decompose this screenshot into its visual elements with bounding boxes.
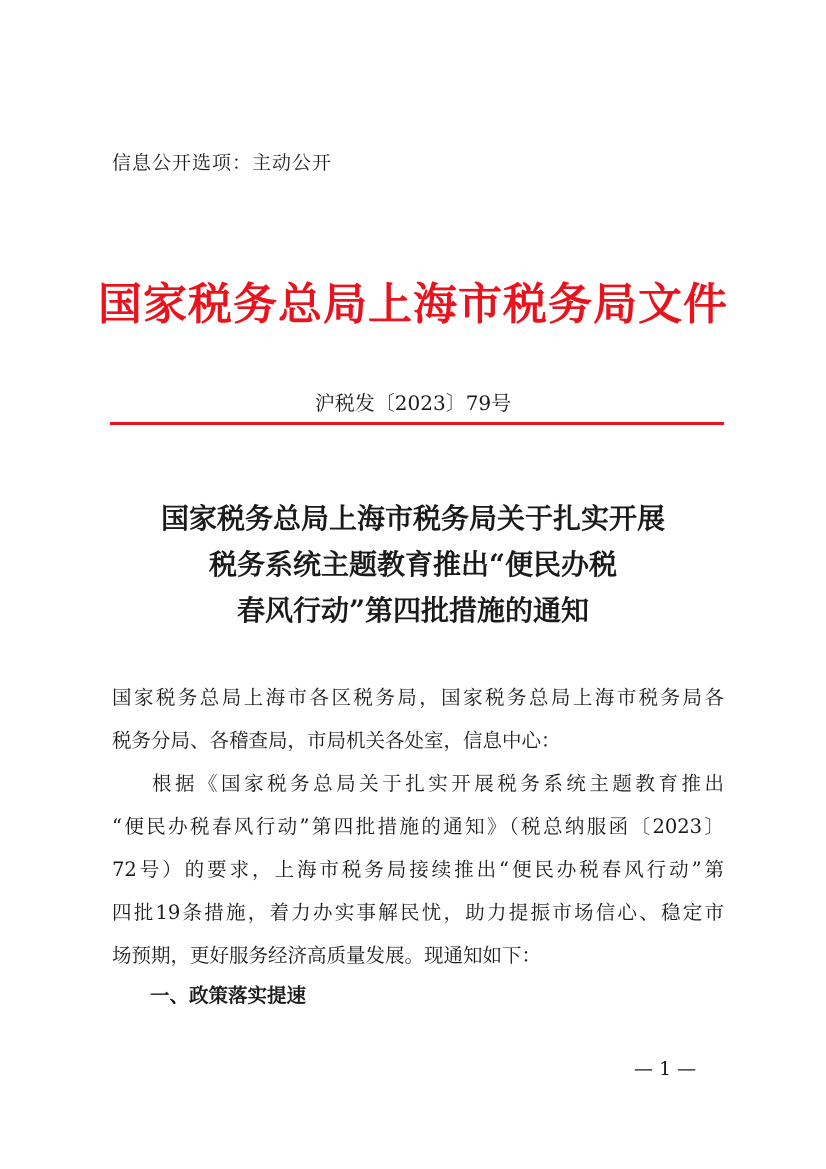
disclosure-option: 信息公开选项：主动公开 (112, 152, 333, 174)
document-title (0, 496, 826, 634)
title-line: 国家税务总局上海市税务局关于扎实开展 (160, 502, 665, 535)
document-number: 沪税发〔2023〕79号 (314, 391, 512, 415)
addressee-line: 国家税务总局上海市各区税务局，国家税务总局上海市税务局各 (112, 686, 724, 709)
addressee-line: 税务分局、各稽查局，市局机关各处室，信息中心： (112, 729, 561, 752)
body-line: “便民办税春风行动”第四批措施的通知》（税总纳服函〔2023〕 (112, 815, 724, 838)
title-line: 税务系统主题教育推出“便民办税 (208, 548, 618, 581)
body-line: 场预期，更好服务经济高质量发展。现通知如下： (112, 944, 542, 967)
red-divider-line (110, 422, 724, 425)
document-header: 国家税务总局上海市税务局文件 (98, 279, 728, 330)
body-line: 四批19条措施，着力办实事解民忧，助力提振市场信心、稳定市 (112, 901, 724, 924)
addressee (112, 676, 724, 762)
body-line: 72号）的要求，上海市税务局接续推出“便民办税春风行动”第 (112, 858, 724, 881)
body-line: 根据《国家税务总局关于扎实开展税务系统主题教育推出 (152, 772, 724, 795)
section-heading: 一、政策落实提速 (150, 984, 307, 1007)
body-paragraph (112, 762, 724, 977)
page-number: — 1 — (634, 1058, 697, 1080)
title-line: 春风行动”第四批措施的通知 (236, 594, 590, 627)
